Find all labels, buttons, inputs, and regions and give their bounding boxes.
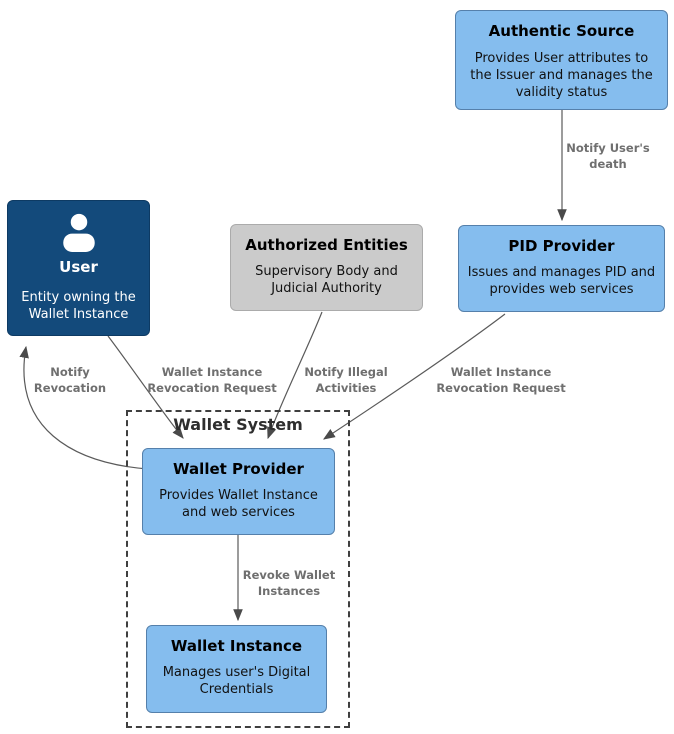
wallet-system-title: Wallet System: [173, 415, 303, 434]
pid-provider-title: PID Provider: [508, 237, 615, 255]
edge-label-notify-illegal-activities: Notify Illegal Activities: [304, 365, 388, 396]
node-pid-provider: [458, 225, 665, 312]
node-authentic-source: [455, 10, 668, 110]
wallet-instance-description: Manages user's Digital Credentials: [162, 665, 311, 698]
pid-provider-description: Issues and manages PID and provides web services: [467, 265, 656, 298]
wallet-provider-description: Provides Wallet Instance and web services: [159, 488, 318, 521]
node-wallet-instance: [146, 625, 327, 713]
edge-label-wallet-instance-revocation-request-left: Wallet Instance Revocation Request: [147, 365, 277, 396]
authorized-entities-title: Authorized Entities: [245, 236, 408, 254]
edge-label-notify-revocation: Notify Revocation: [33, 365, 107, 396]
user-title: User: [59, 258, 98, 276]
edge-label-revoke-wallet-instances: Revoke Wallet Instances: [242, 568, 336, 599]
node-wallet-provider: [142, 448, 335, 535]
wallet-provider-title: Wallet Provider: [173, 460, 304, 478]
node-user: [7, 200, 150, 336]
edge-label-notify-users-death: Notify User's death: [566, 141, 650, 172]
authorized-entities-description: Supervisory Body and Judicial Authority: [255, 264, 398, 297]
authentic-source-description: Provides User attributes to the Issuer and manages the validity status: [470, 51, 653, 101]
node-authorized-entities: [230, 224, 423, 311]
authentic-source-title: Authentic Source: [488, 22, 635, 40]
edge-label-wallet-instance-revocation-request-right: Wallet Instance Revocation Request: [436, 365, 566, 396]
user-description: Entity owning the Wallet Instance: [21, 290, 136, 323]
person-icon: [16, 201, 141, 256]
wallet-instance-title: Wallet Instance: [170, 637, 303, 655]
